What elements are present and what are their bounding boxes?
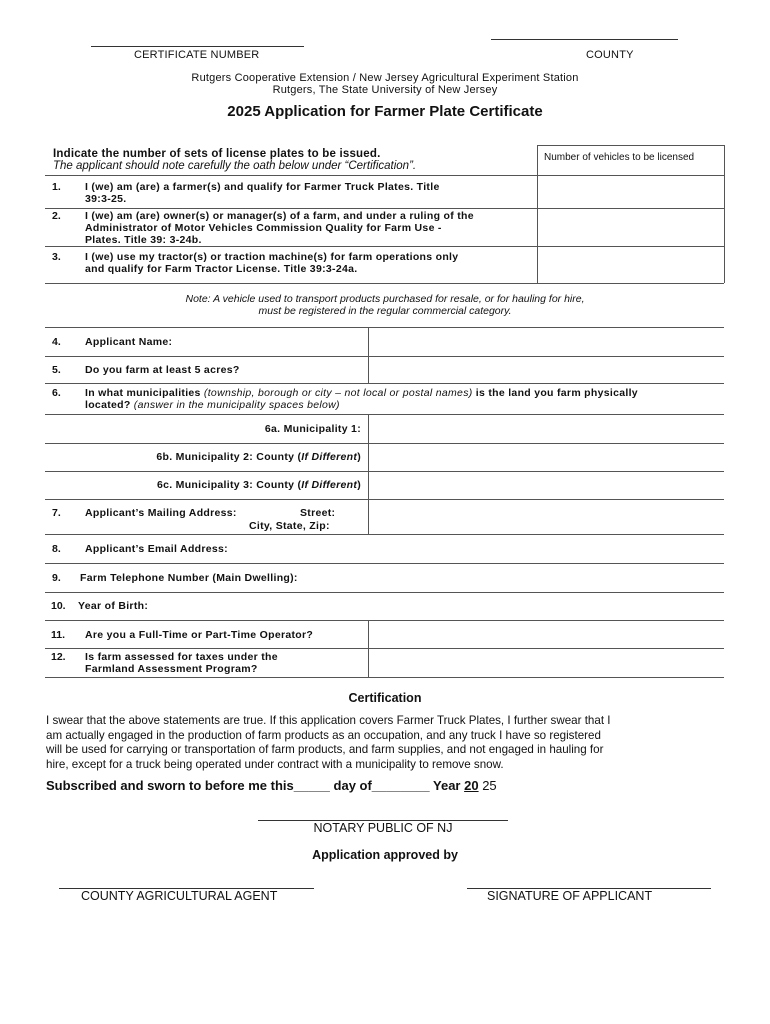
question-number: 4. — [52, 336, 61, 348]
county-line — [491, 39, 678, 40]
county-label: COUNTY — [586, 49, 634, 61]
county-agent-label: COUNTY AGRICULTURAL AGENT — [81, 889, 278, 903]
plate-item-text: I (we) use my tractor(s) or traction machine(s) for farm operations only and qualify for Farm Tractor License. Title 39:3-24a. — [85, 251, 459, 275]
farmland-assessment-input[interactable] — [369, 649, 724, 677]
question-number: 5. — [52, 364, 61, 376]
applicant-signature-label: SIGNATURE OF APPLICANT — [487, 889, 653, 903]
certification-heading: Certification — [348, 691, 422, 705]
year-of-birth-label: Year of Birth: — [78, 600, 149, 612]
operator-type-input[interactable] — [369, 621, 724, 648]
grid-line — [45, 677, 724, 678]
plates-heading: Indicate the number of sets of license plates to be issued. — [53, 148, 381, 160]
email-input[interactable] — [250, 535, 724, 563]
mailing-address-label: Applicant’s Mailing Address: — [85, 507, 237, 519]
plates-table-top — [537, 145, 724, 146]
page-title: 2025 Application for Farmer Plate Certificate — [227, 103, 543, 120]
municipality-3-input[interactable] — [369, 472, 724, 499]
operator-type-label: Are you a Full-Time or Part-Time Operator? — [85, 629, 314, 641]
approved-by-label: Application approved by — [312, 848, 458, 862]
grid-line — [45, 383, 724, 384]
municipality-1-label: 6a. Municipality 1: — [264, 423, 361, 435]
question-number: 6. — [52, 387, 61, 399]
farm-telephone-label: Farm Telephone Number (Main Dwelling): — [80, 572, 298, 584]
farm-acres-label: Do you farm at least 5 acres? — [85, 364, 240, 376]
farm-telephone-input[interactable] — [330, 564, 724, 592]
plates-table-right — [724, 145, 725, 283]
certification-oath: I swear that the above statements are true. If this application covers Farmer Truck Plates, I further swear that I am actually engaged in the production of farm products as an occupation, and any truck I have so registered will be used for carrying or transportation of farm products, and farm supplies, and not engaged in hauling for hire, except for a truck being operated under contract with a municipality to remove snow. — [46, 714, 611, 771]
plate-item-text: I (we) am (are) a farmer(s) and qualify for Farmer Truck Plates. Title 39:3-25. — [85, 181, 440, 205]
plate-item-text: I (we) am (are) owner(s) or manager(s) of a farm, and under a ruling of the Administrator of Motor Vehicles Commission Quality for Farm Use - Plates. Title 39: 3-24b. — [85, 210, 474, 246]
city-state-zip-label: City, State, Zip: — [249, 520, 330, 532]
plates-table-bottom — [45, 283, 724, 284]
plate-item-number: 2. — [52, 210, 61, 222]
org-line-1: Rutgers Cooperative Extension / New Jersey Agricultural Experiment Station — [191, 72, 579, 84]
municipality-3-label: 6c. Municipality 3: County (If Different) — [156, 479, 361, 491]
email-label: Applicant’s Email Address: — [85, 543, 228, 555]
farm-acres-input[interactable] — [369, 357, 724, 383]
question-number: 12. — [51, 651, 66, 663]
vehicles-count-header: Number of vehicles to be licensed — [544, 152, 695, 163]
municipality-2-input[interactable] — [369, 444, 724, 471]
plate-item-number: 1. — [52, 181, 61, 193]
street-label: Street: — [300, 507, 336, 519]
commercial-note-line-1: Note: A vehicle used to transport products purchased for resale, or for hauling for hire, — [185, 293, 585, 305]
applicant-name-label: Applicant Name: — [85, 336, 173, 348]
question-number: 11. — [51, 629, 66, 641]
commercial-note-line-2: must be registered in the regular commercial category. — [258, 305, 512, 317]
plate-count-input-3[interactable] — [538, 247, 724, 283]
plate-count-input-1[interactable] — [538, 176, 724, 208]
plates-subheading: The applicant should note carefully the oath below under “Certification”. — [53, 160, 417, 172]
question-number: 7. — [52, 507, 61, 519]
question-number: 8. — [52, 543, 61, 555]
year-of-birth-input[interactable] — [160, 593, 724, 620]
notary-label: NOTARY PUBLIC OF NJ — [313, 821, 453, 835]
farmland-assessment-label: Is farm assessed for taxes under the Farmland Assessment Program? — [85, 651, 278, 675]
plate-count-input-2[interactable] — [538, 209, 724, 246]
sworn-statement: Subscribed and sworn to before me this_____ day of________ Year 20 25 — [46, 778, 497, 793]
municipalities-question: In what municipalities (township, borough or city – not local or postal names) is the land you farm physically located? (answer in the municipality spaces below) — [85, 387, 638, 411]
question-number: 10. — [51, 600, 66, 612]
mailing-address-input[interactable] — [369, 500, 724, 534]
municipality-1-input[interactable] — [369, 415, 724, 443]
org-line-2: Rutgers, The State University of New Jersey — [272, 84, 498, 96]
certificate-number-label: CERTIFICATE NUMBER — [134, 49, 260, 61]
certificate-number-line — [91, 46, 304, 47]
plate-item-number: 3. — [52, 251, 61, 263]
applicant-name-input[interactable] — [369, 328, 724, 356]
municipality-2-label: 6b. Municipality 2: County (If Different) — [156, 451, 361, 463]
question-number: 9. — [52, 572, 61, 584]
